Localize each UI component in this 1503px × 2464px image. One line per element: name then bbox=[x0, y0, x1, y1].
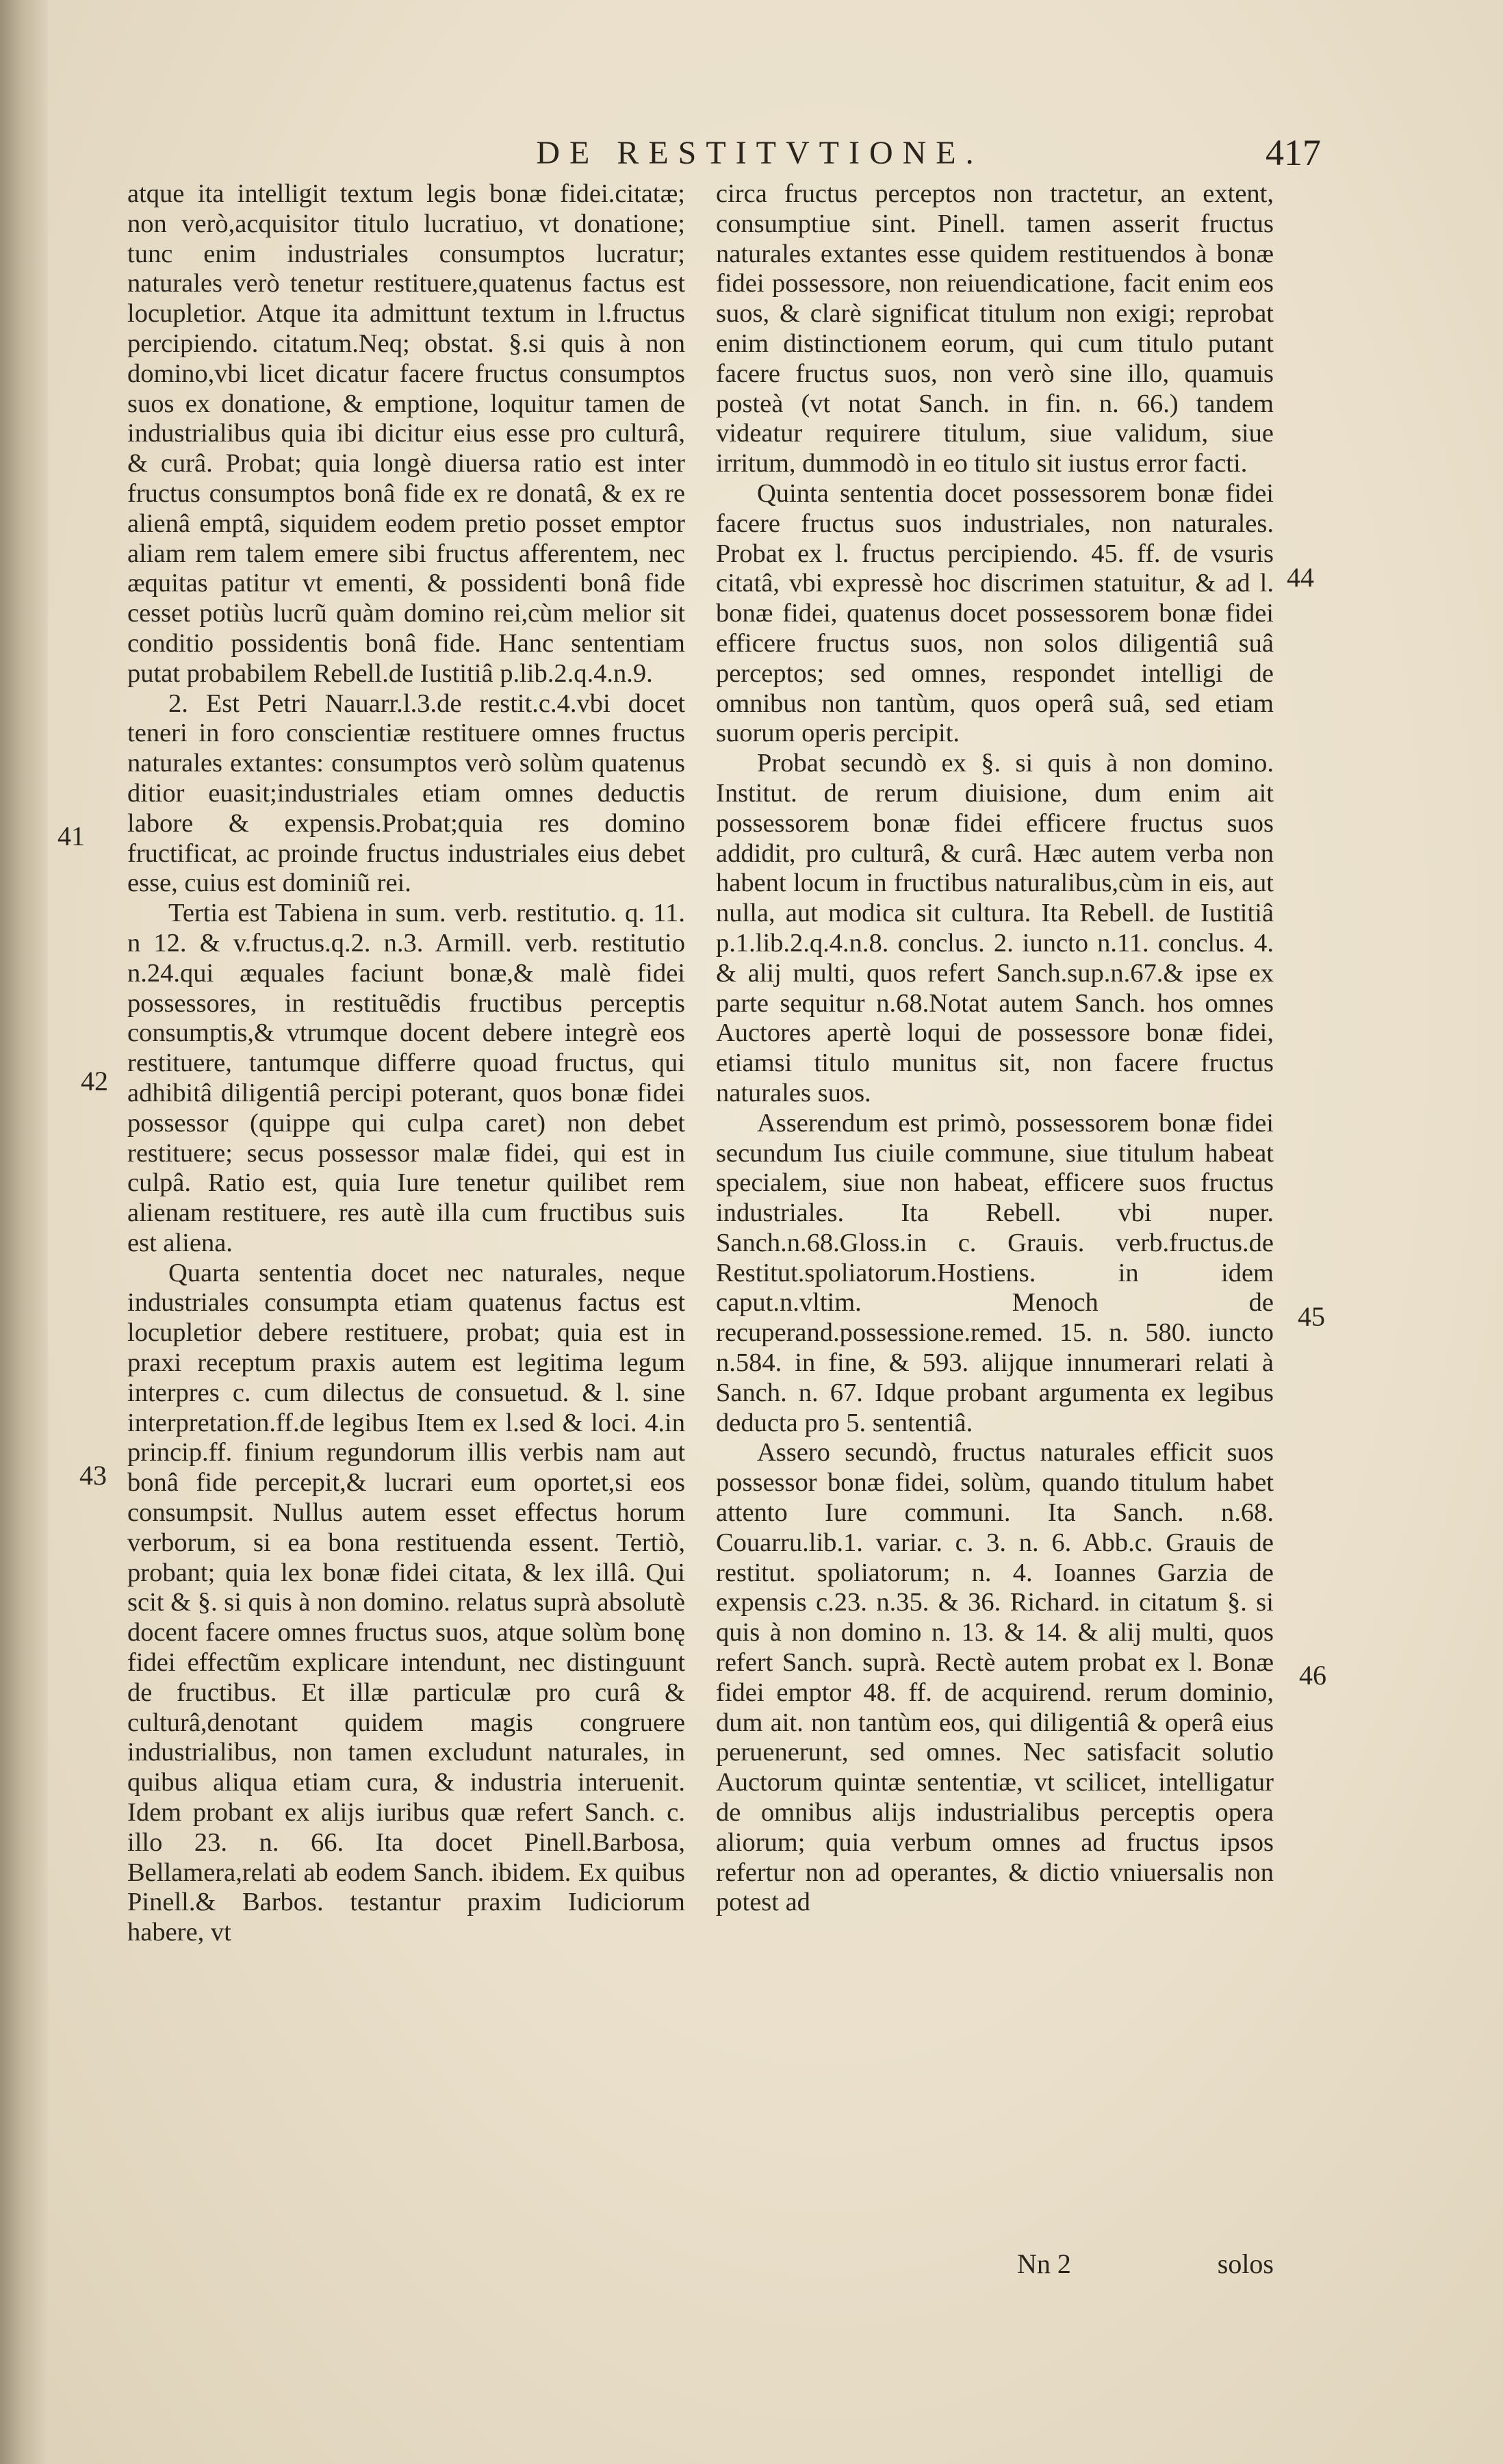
margin-number-43: 43 bbox=[79, 1460, 107, 1491]
right-text-column bbox=[716, 179, 1274, 1918]
signature-mark: Nn 2 bbox=[1017, 2248, 1071, 2279]
running-title: DE RESTITVTIONE. bbox=[536, 135, 984, 171]
right-paragraph-3: Probat secundò ex §. si quis à non domino. Institut. de rerum diuisione, dum enim ait possessorem bonæ fidei efficere fructus suos addidit, pro culturâ, & curâ. Hæc autem verba non habent locum in fructibus naturalibus,cùm in eis, aut nulla, aut modica sit cultura. Ita Rebell. de Iustitiâ p.1.lib.2.q.4.n.8. conclus. 2. iuncto n.11. conclus. 4. & alij multi, quos refert Sanch.sup.n.67.& ipse ex parte sequitur n.68.Notat autem Sanch. hos omnes Auctores apertè loqui de possessore bonæ fidei, etiamsi titulo munitus sit, non facere fructus naturales suos. bbox=[716, 749, 1274, 1107]
margin-number-44: 44 bbox=[1287, 562, 1314, 593]
left-text-column bbox=[127, 179, 685, 1948]
left-paragraph-3: Tertia est Tabiena in sum. verb. restitutio. q. 11. n 12. & v.fructus.q.2. n.3. Armill. verb. restitutio n.24.qui æquales faciunt bonæ,& malè fidei possessores, in restituẽdis fructibus perceptis consumptis,& vtrumque docent debere integrè eos restituere, tantumque differre quoad fructus, qui adhibitâ diligentiâ percipi poterant, quos bonæ fidei possessor (quippe qui culpa caret) non debet restituere; secus possessor malæ fidei, qui est in culpâ. Ratio est, quia Iure tenetur quilibet rem alienam restituere, res autè illa cum fructibus suis est aliena. bbox=[127, 899, 685, 1257]
left-paragraph-4: Quarta sententia docet nec naturales, neque industriales consumpta etiam quatenus factus est locupletior debere restituere, probat; quia est in praxi receptum praxis autem est legitima legum interpres c. cum dilectus de consuetud. & l. sine interpretation.ff.de legibus Item ex l.sed & loci. 4.in princip.ff. finium regundorum illis verbis nam aut bonâ fide percepit,& lucrari eum oportet,si eos consumpsit. Nullus autem esset effectus horum verborum, si ea bona restituenda essent. Tertiò, probant; quia lex bonæ fidei citata, & lex illâ. Qui scit & §. si quis à non domino. relatus suprà absolutè docent facere omnes fructus suos, atque solùm bonę fidei effectũm explicare intendunt, nec distinguunt de fructibus. Et illæ particulæ pro curâ & culturâ,denotant quidem magis congruere industrialibus, non tamen excludunt naturales, in quibus aliqua etiam cura, & industria interuenit. Idem probant ex alijs iuribus quæ refert Sanch. c. illo 23. n. 66. Ita docet Pinell.Barbosa, Bellamera,relati ab eodem Sanch. ibidem. Ex quibus Pinell.& Barbos. testantur praxim Iudiciorum habere, vt bbox=[127, 1258, 685, 1947]
right-paragraph-2: Quinta sententia docet possessorem bonæ fidei facere fructus suos industriales, non naturales. Probat ex l. fructus percipiendo. 45. ff. de vsuris citatâ, vbi expressè hoc discrimen statuitur, & ad l. bonæ fidei, quatenus docet possessorem bonæ fidei efficere fructus suos, non solos diligentiâ suâ perceptos; sed omnes, respondet intelligi de omnibus non tantùm, quos operâ suâ, sed etiam suorum operis percipit. bbox=[716, 478, 1274, 748]
page-number: 417 bbox=[1266, 132, 1321, 173]
left-paragraph-2: 2. Est Petri Nauarr.l.3.de restit.c.4.vbi docet teneri in foro conscientiæ restituere omnes fructus naturales extantes: consumptos verò solùm quatenus ditior euasit;industriales etiam omnes deductis labore & expensis.Probat;quia res domino fructificat, ac proinde fructus industriales eius debet esse, cuius est dominiũ rei. bbox=[127, 689, 685, 898]
binding-gutter bbox=[0, 0, 48, 2464]
margin-number-45: 45 bbox=[1298, 1301, 1325, 1332]
margin-number-42: 42 bbox=[81, 1066, 108, 1096]
margin-number-46: 46 bbox=[1299, 1660, 1326, 1691]
right-paragraph-5: Assero secundò, fructus naturales efficit suos possessor bonæ fidei, solùm, quando titulum habet attento Iure communi. Ita Sanch. n.68. Couarru.lib.1. variar. c. 3. n. 6. Abb.c. Grauis de restitut. spoliatorum; n. 4. Ioannes Garzia de expensis c.23. n.35. & 36. Richard. in citatum §. si quis à non domino n. 13. & 14. & alij multi, quos refert Sanch. suprà. Rectè autem probat ex l. Bonæ fidei emptor 48. ff. de acquirend. rerum dominio, dum ait. non tantùm eos, qui diligentiâ & operâ eius peruenerunt, sed omnes. Nec satisfacit solutio Auctorum quintæ sententiæ, vt scilicet, intelligatur de omnibus alijs industrialibus perceptis opera aliorum; quia verbum omnes ad fructus ipsos refertur non ad operantes, & dictio vniuersalis non potest ad bbox=[716, 1438, 1274, 1917]
catchword: solos bbox=[1217, 2248, 1274, 2279]
right-paragraph-1: circa fructus perceptos non tractetur, an extent, consumptiue sint. Pinell. tamen asserit fructus naturales extantes esse quidem restituendos à bonæ fidei possessore, non reiuendicatione, facit enim eos suos, & clarè significat titulum non exigi; reprobat enim distinctionem eorum, qui cum titulo putant facere fructus suos, non verò sine illo, quamuis posteà (vt notat Sanch. in fin. n. 66.) tandem videatur requirere titulum, siue validum, siue irritum, dummodò in eo titulo sit iustus error facti. bbox=[716, 179, 1274, 478]
right-paragraph-4: Asserendum est primò, possessorem bonæ fidei secundum Ius ciuile commune, siue titulum habeat specialem, siue non habeat, efficere suos fructus industriales. Ita Rebell. vbi nuper. Sanch.n.68.Gloss.in c. Grauis. verb.fructus.de Restitut.spoliatorum.Hostiens. in idem caput.n.vltim. Menoch de recuperand.possessione.remed. 15. n. 580. iuncto n.584. in fine, & 593. alijque innumerari relati à Sanch. n. 67. Idque probant argumenta ex legibus deducta pro 5. sententiâ. bbox=[716, 1108, 1274, 1437]
margin-number-41: 41 bbox=[57, 821, 85, 851]
page-footer bbox=[716, 2248, 1274, 2282]
left-paragraph-1: atque ita intelligit textum legis bonæ fidei.citatæ; non verò,acquisitor titulo lucratiuo, vt donatione; tunc enim industriales consumptos lucratur; naturales verò tenetur restituere,quatenus factus est locupletior. Atque ita admittunt textum in l.fructus percipiendo. citatum.Neq; obstat. §.si quis à non domino,vbi licet dicatur facere fructus consumptos suos ex donatione, & emptione, loquitur tamen de industrialibus quia ibi dicitur eius esse pro culturâ, & curâ. Probat; quia longè diuersa ratio est inter fructus consumptos bonâ fide ex re donatâ, & ex re alienâ emptâ, siquidem eodem pretio posset emptor aliam rem talem emere sibi fructus afferentem, nec æquitas patitur vt ementi, & possidenti bonâ fide cesset potiùs lucrũ quàm domino rei,cùm melior sit conditio possidentis bonâ fide. Hanc sententiam putat probabilem Rebell.de Iustitiâ p.lib.2.q.4.n.9. bbox=[127, 179, 685, 688]
